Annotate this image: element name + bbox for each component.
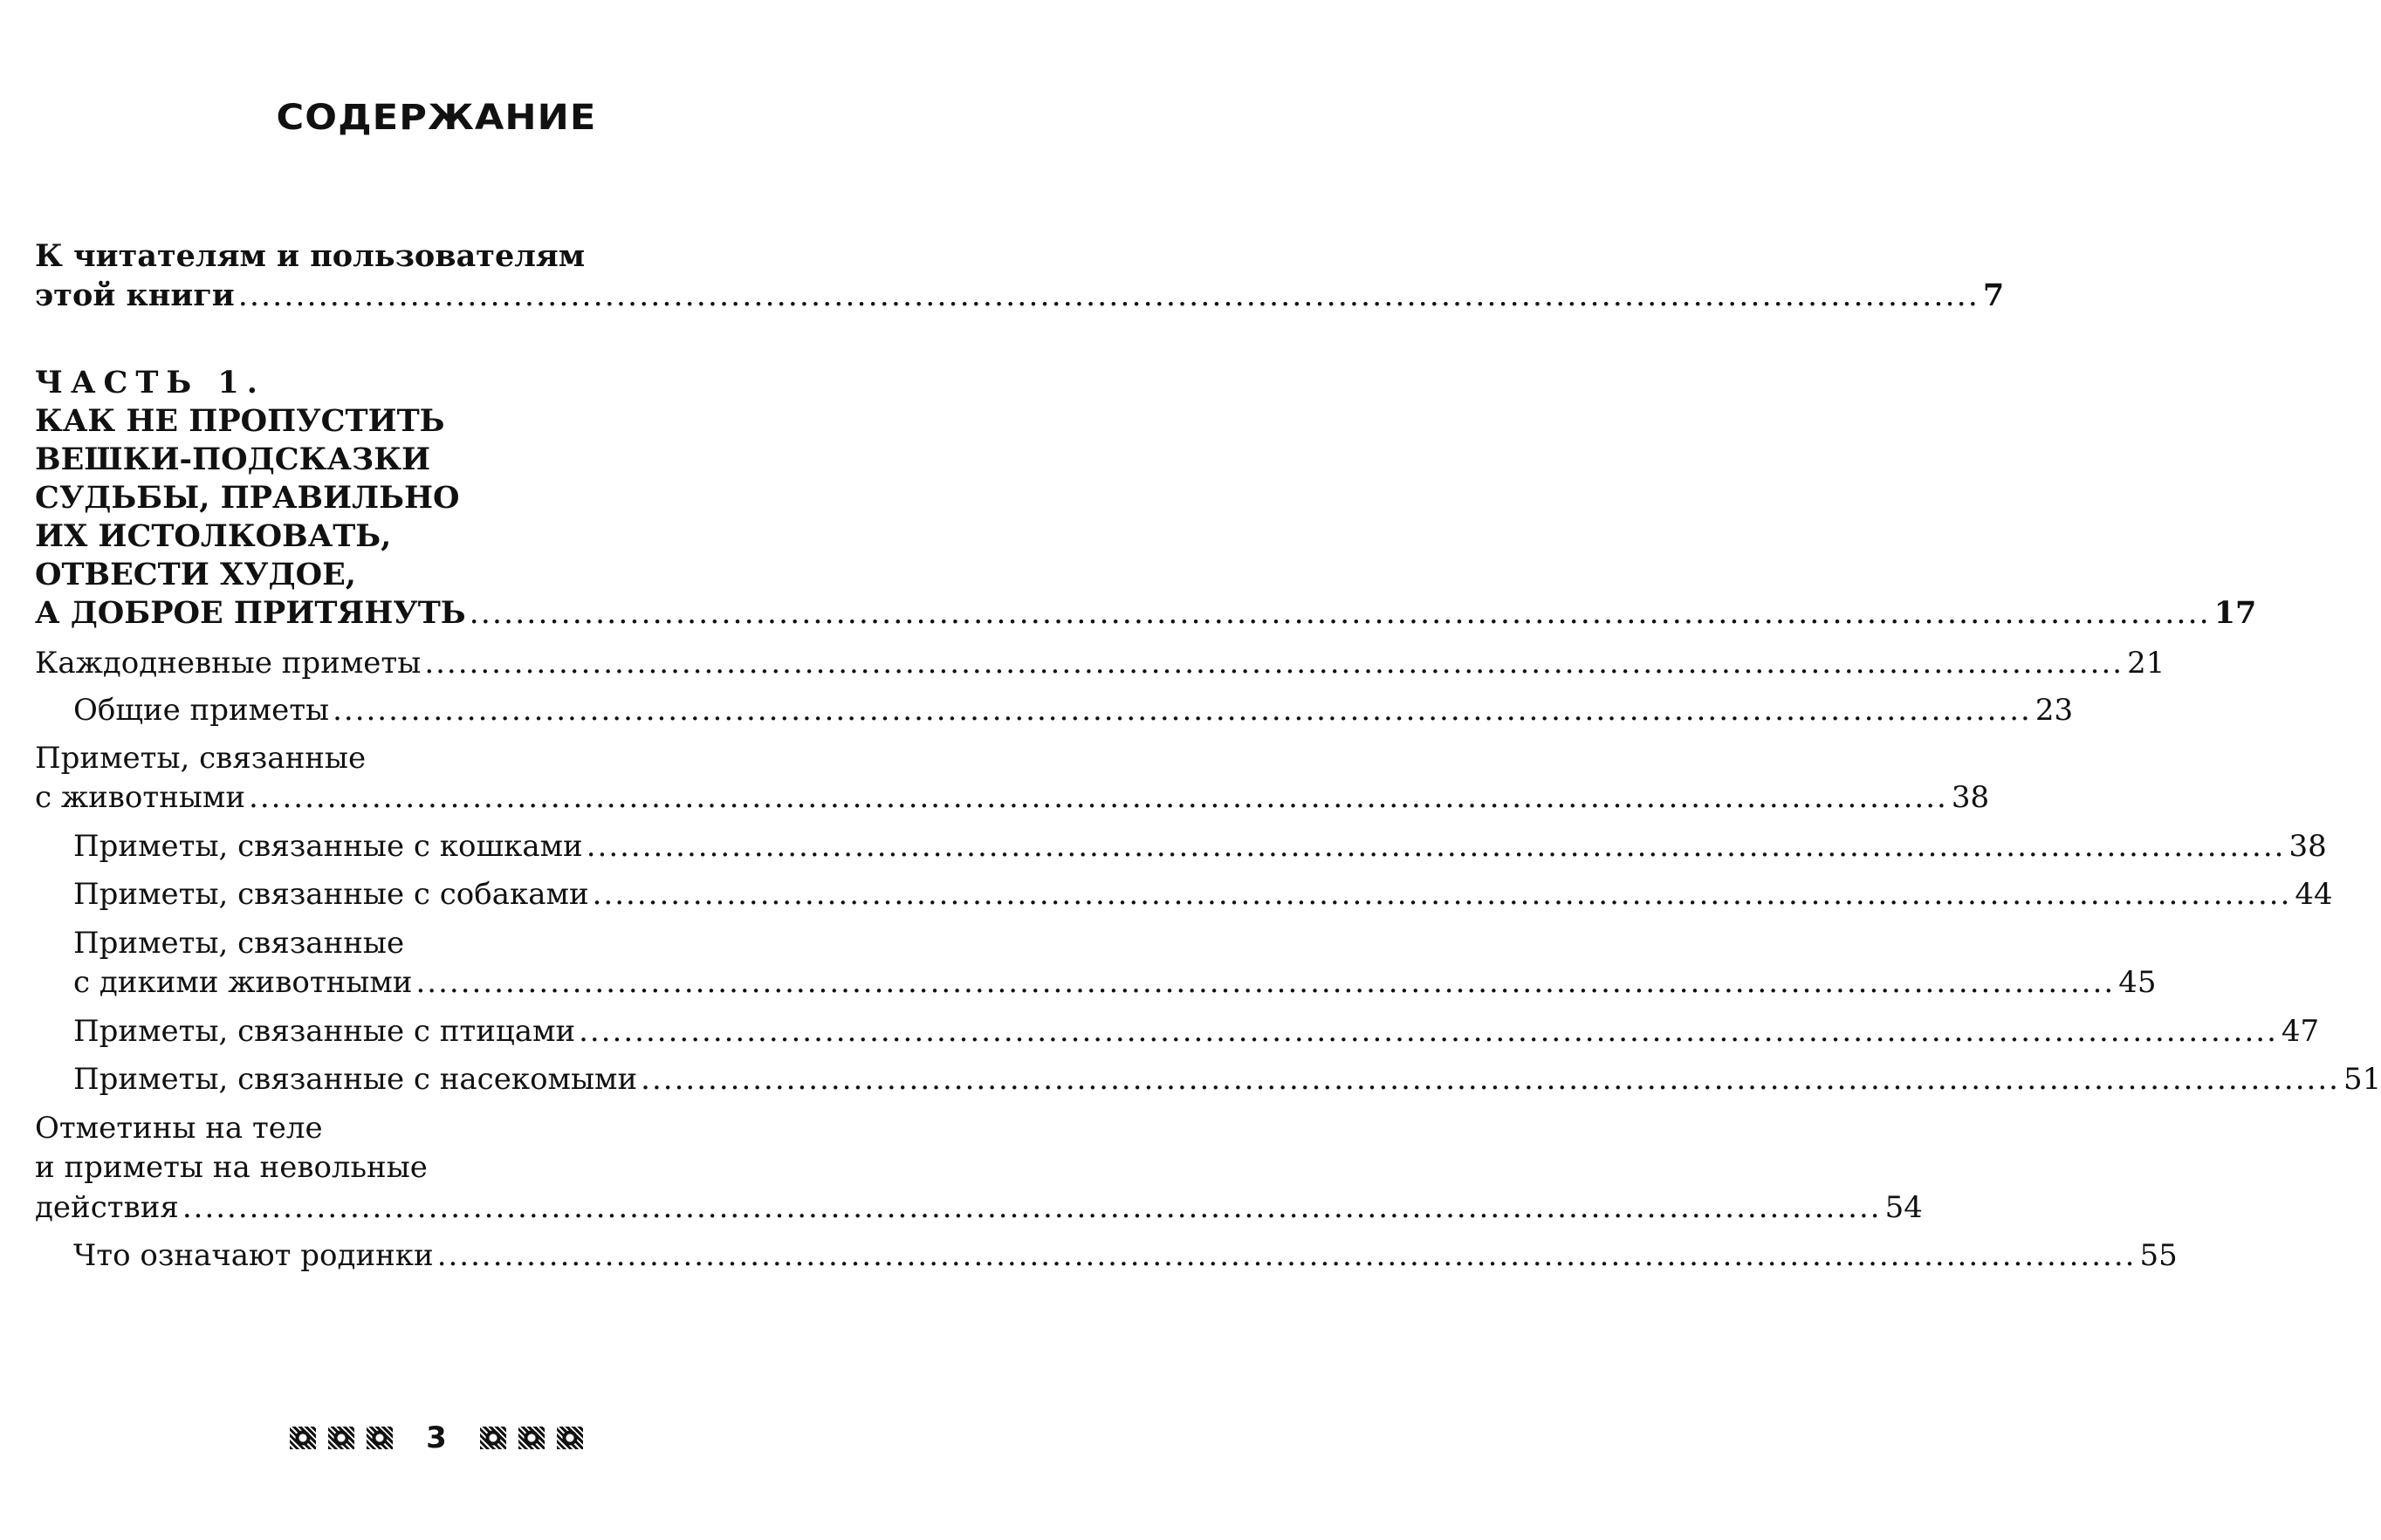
toc-entry (73, 962, 2157, 1003)
toc-entry (35, 593, 2257, 633)
dot-leader: ........................................................................................................................................................ (586, 829, 2286, 864)
toc-entry-text: Приметы, связанные с кошками (73, 829, 583, 864)
toc-page-number: 17 (2213, 595, 2257, 631)
toc-entry-text: Приметы, связанные (73, 926, 405, 961)
toc-entry (73, 1059, 2381, 1099)
toc-entry (35, 478, 793, 518)
toc-page-number: 7 (1982, 277, 2005, 313)
toc-page-number: 38 (1951, 780, 1990, 815)
toc-page-number: 51 (2343, 1062, 2381, 1097)
toc-entry (35, 1188, 1923, 1228)
toc-entry-text: ЧАСТЬ 1. (35, 365, 265, 400)
toc-page-number: 23 (2034, 693, 2074, 728)
toc-entry (35, 236, 793, 277)
dot-leader: ........................................................................................................................................................ (641, 1062, 2340, 1097)
toc-entry-text: этой книги (35, 277, 235, 313)
dot-leader: ........................................................................................................................................................ (424, 646, 2124, 681)
toc-entry (35, 517, 793, 557)
toc-entry-text: ИХ ИСТОЛКОВАТЬ, (35, 518, 392, 554)
toc-entry (73, 826, 2327, 866)
toc-entry (35, 555, 793, 595)
toc-entry-text: СУДЬБЫ, ПРАВИЛЬНО (35, 480, 460, 516)
ornament-icon (557, 1427, 583, 1449)
toc-entry-text: с дикими животными (73, 965, 413, 1000)
toc-entry (73, 1011, 2320, 1051)
toc-entry-text: Каждодневные приметы (35, 646, 422, 681)
toc-entry-text: с животными (35, 780, 246, 815)
page-title: СОДЕРЖАНИЕ (276, 98, 597, 138)
toc-page-number: 44 (2295, 877, 2333, 912)
ornament-icon (328, 1427, 354, 1449)
toc-entry (73, 923, 793, 963)
toc-page-number: 54 (1884, 1190, 1923, 1225)
toc-entry-text: К читателям и пользователям (35, 238, 586, 274)
toc-entry (73, 874, 2333, 914)
dot-leader: ........................................................................................................................................................ (415, 965, 2116, 1000)
toc-entry-text: Общие приметы (73, 693, 330, 728)
page-footer (0, 1420, 873, 1455)
dot-leader: ........................................................................................................................................................ (579, 1014, 2278, 1049)
dot-leader: ........................................................................................................................................................ (237, 278, 1980, 313)
toc-entry (35, 1108, 793, 1148)
toc-entry (35, 777, 1990, 818)
toc-entry-text: Приметы, связанные с собаками (73, 877, 589, 912)
toc-entry (35, 440, 793, 480)
ornament-icon (518, 1427, 545, 1449)
toc-part-heading (35, 363, 793, 403)
page-number: 3 (426, 1420, 447, 1455)
ornament-icon (480, 1427, 506, 1449)
toc-page-number: 45 (2118, 965, 2157, 1000)
toc-entry (35, 738, 793, 778)
toc-page-number: 38 (2288, 829, 2327, 864)
toc-entry-text: Отметины на теле (35, 1111, 323, 1146)
toc-entry-text: А ДОБРОЕ ПРИТЯНУТЬ (35, 595, 466, 631)
toc-page-number: 55 (2139, 1238, 2178, 1273)
toc-page-number: 21 (2127, 646, 2165, 681)
toc-entry (73, 690, 2074, 730)
toc-entry-text: Приметы, связанные с птицами (73, 1014, 576, 1049)
toc-entry-text: ВЕШКИ-ПОДСКАЗКИ (35, 441, 431, 477)
toc-entry-text: действия (35, 1190, 179, 1225)
ornament-icon (290, 1427, 316, 1449)
toc-entry-text: и приметы на невольные (35, 1150, 428, 1185)
toc-page-number: 47 (2281, 1014, 2320, 1049)
toc-entry-text: Приметы, связанные с насекомыми (73, 1062, 638, 1097)
dot-leader: ........................................................................................................................................................ (249, 780, 1948, 815)
toc-entry (35, 401, 793, 441)
toc-entry (35, 1147, 793, 1188)
ornament-icon (367, 1427, 393, 1449)
toc-entry-text: КАК НЕ ПРОПУСТИТЬ (35, 403, 445, 439)
toc-entry-text: Что означают родинки (73, 1238, 434, 1273)
toc-entry-text: ОТВЕСТИ ХУДОЕ, (35, 557, 356, 592)
dot-leader: ........................................................................................................................................................ (182, 1190, 1882, 1225)
toc-entry-text: Приметы, связанные (35, 741, 367, 776)
toc-entry (73, 1235, 2178, 1276)
dot-leader: ........................................................................................................................................................ (469, 596, 2211, 631)
dot-leader: ........................................................................................................................................................ (333, 693, 2032, 728)
dot-leader: ........................................................................................................................................................ (436, 1238, 2137, 1273)
dot-leader: ........................................................................................................................................................ (592, 877, 2292, 912)
toc-entry (35, 276, 2005, 316)
toc-entry (35, 643, 2165, 683)
